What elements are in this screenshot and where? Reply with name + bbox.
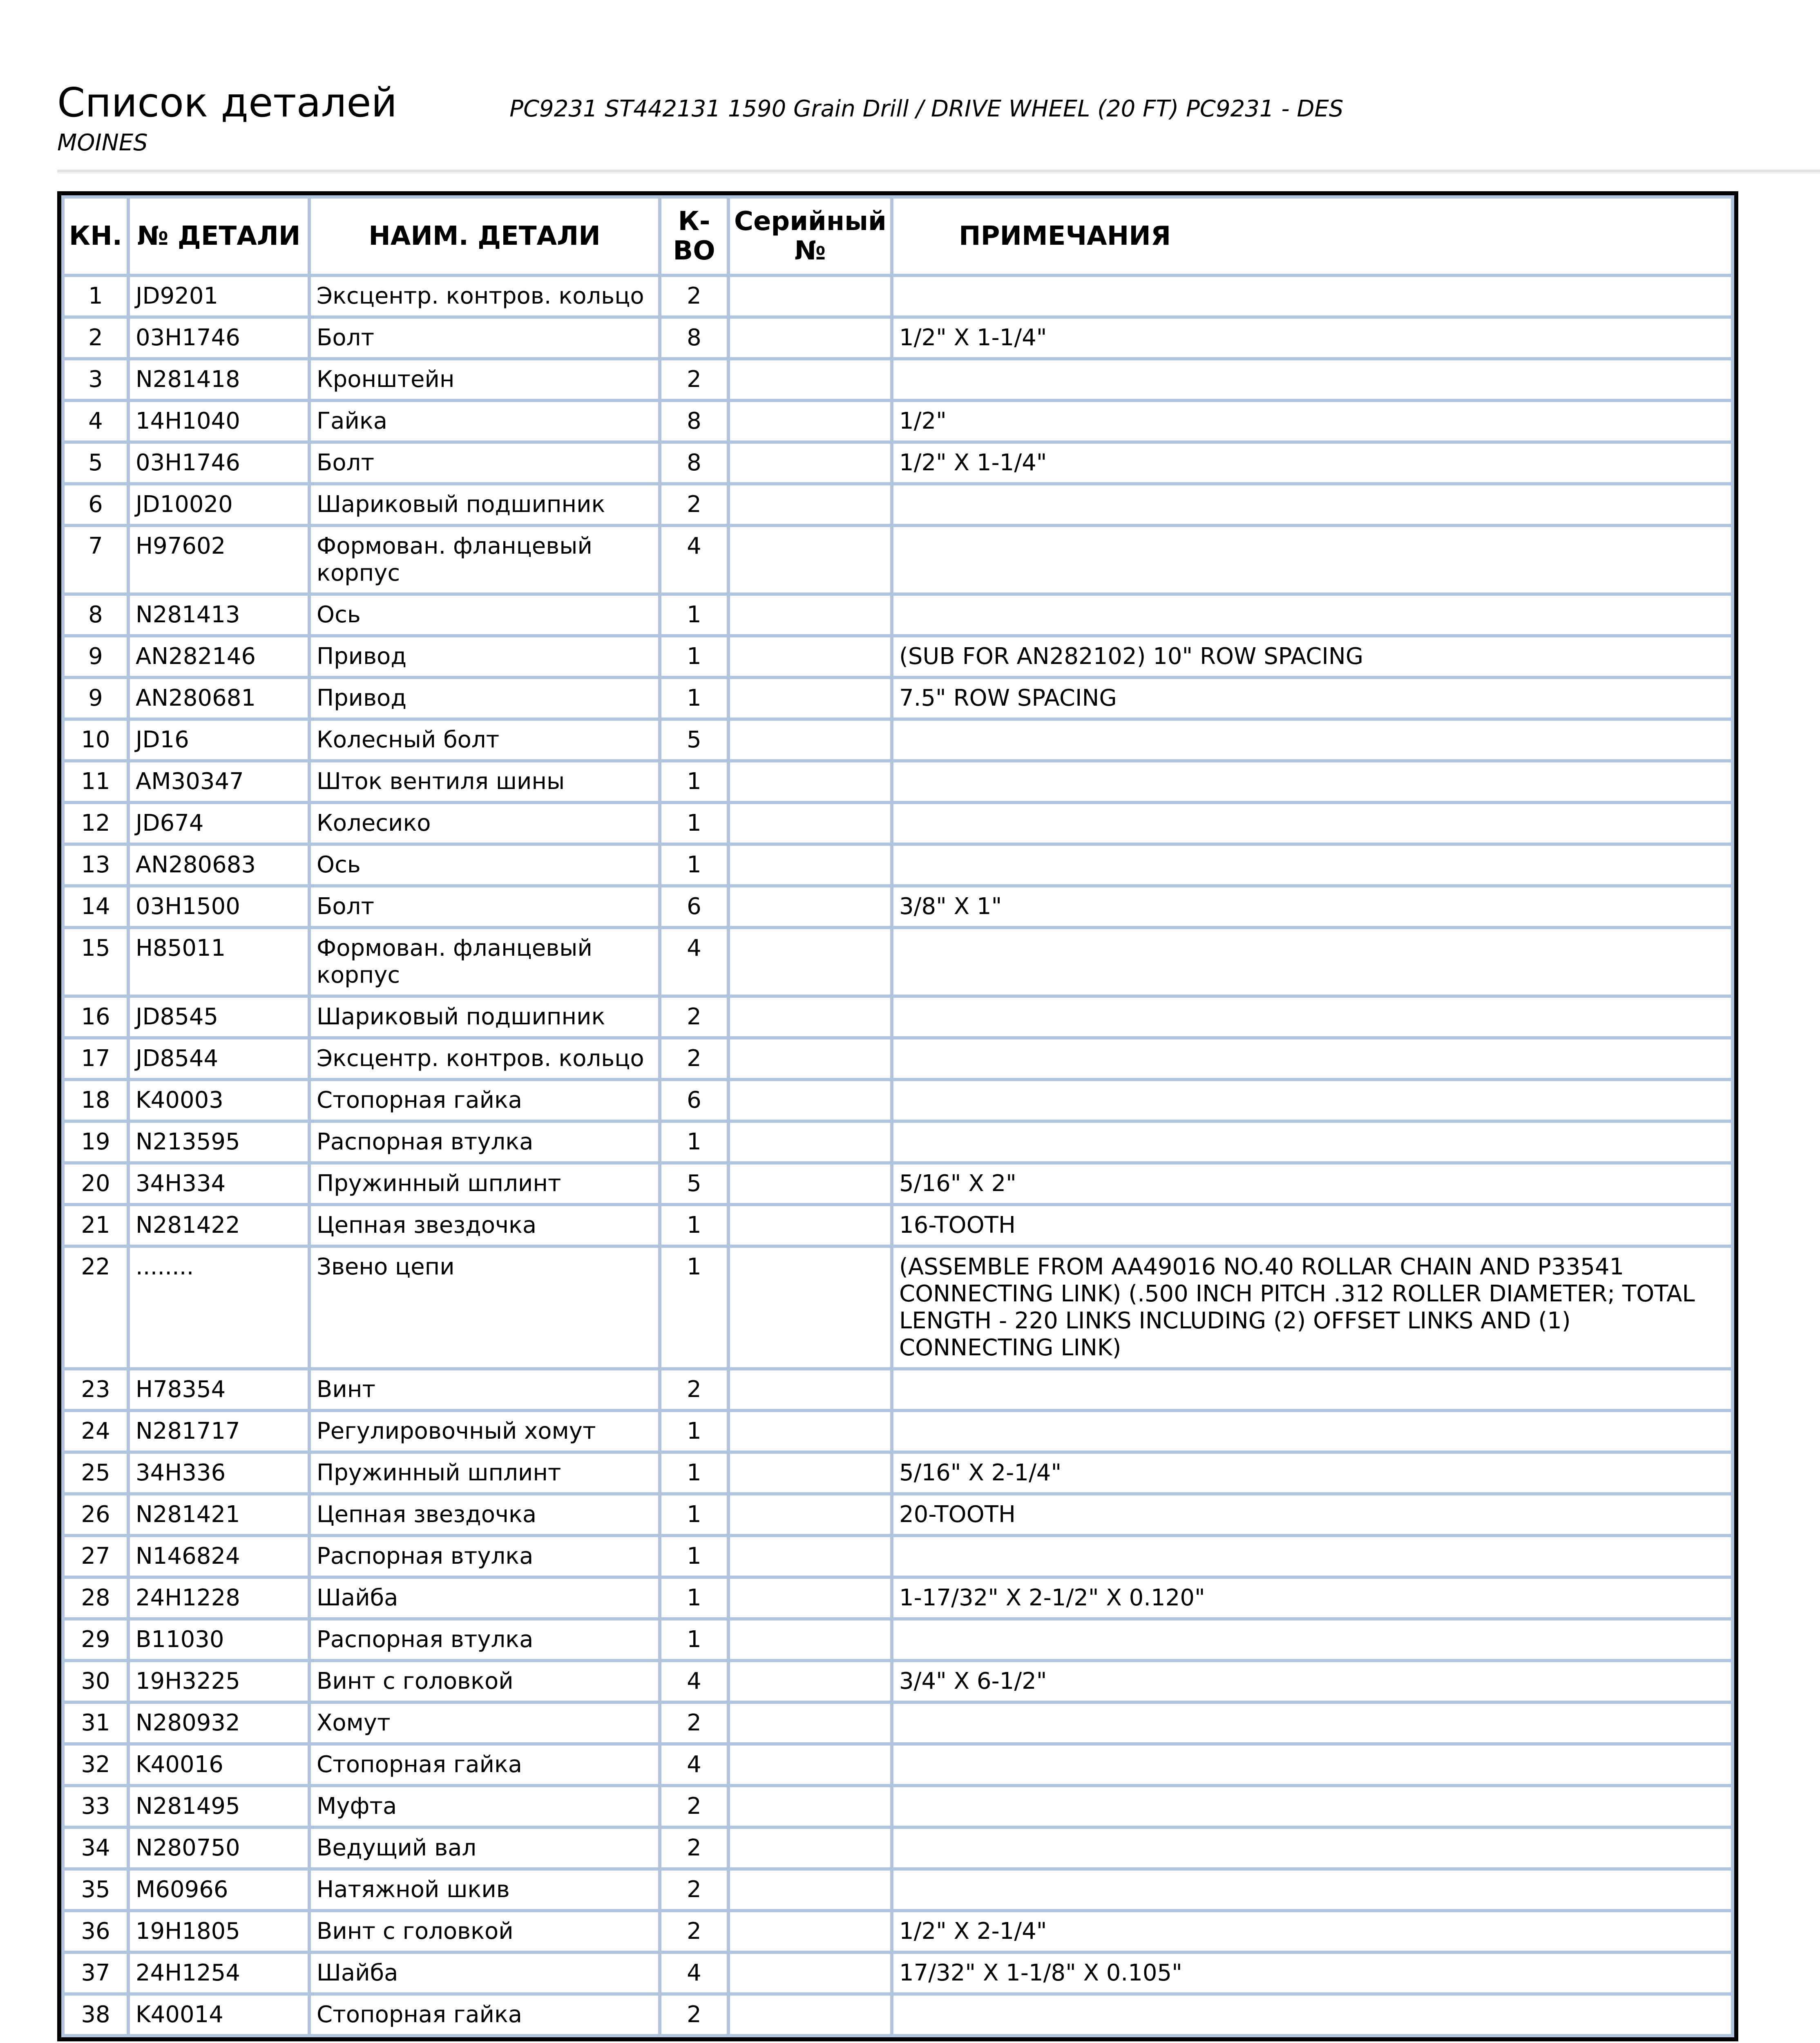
cell-ref: 30 [65,1662,127,1701]
cell-qty: 2 [661,1912,727,1951]
cell-part-no: N280750 [130,1829,308,1867]
cell-ref: 28 [65,1579,127,1617]
cell-serial [730,1621,890,1659]
cell-part-no: 14H1040 [130,402,308,440]
cell-part-no: AM30347 [130,762,308,801]
table-row [65,929,1731,995]
cell-part-name: Шайба [311,1954,658,1992]
cell-serial [730,1206,890,1245]
cell-qty: 6 [661,887,727,926]
cell-part-name: Привод [311,637,658,676]
cell-notes: 16-TOOTH [893,1206,1731,1245]
cell-part-no: 03H1746 [130,444,308,482]
header-divider [57,170,1820,174]
cell-notes [893,1081,1731,1120]
cell-part-no: 19H3225 [130,1662,308,1701]
table-body [65,277,1731,2034]
cell-notes: (ASSEMBLE FROM AA49016 NO.40 ROLLAR CHAIN AND P33541 CONNECTING LINK) (.500 INCH PITCH .312 ROLLER DIAMETER; TOTAL LENGTH - 220 LINKS INCLUDING (2) OFFSET LINKS AND (1) CONNECTING LINK) [893,1248,1731,1367]
cell-notes [893,721,1731,759]
cell-serial [730,1123,890,1161]
cell-qty: 1 [661,1248,727,1367]
table-row [65,485,1731,524]
table-row [65,1621,1731,1659]
column-header-name: НАИМ. ДЕТАЛИ [311,199,658,274]
cell-qty: 1 [661,762,727,801]
cell-ref: 36 [65,1912,127,1951]
cell-part-no: N280932 [130,1704,308,1742]
cell-ref: 5 [65,444,127,482]
cell-ref: 15 [65,929,127,995]
cell-qty: 1 [661,679,727,718]
cell-part-name: Цепная звездочка [311,1206,658,1245]
cell-qty: 1 [661,1537,727,1576]
cell-ref: 25 [65,1454,127,1492]
cell-ref: 17 [65,1039,127,1078]
cell-serial [730,596,890,634]
cell-serial [730,1787,890,1826]
cell-serial [730,1412,890,1451]
cell-qty: 1 [661,1123,727,1161]
cell-ref: 8 [65,596,127,634]
cell-part-no: 24H1228 [130,1579,308,1617]
cell-part-name: Привод [311,679,658,718]
cell-qty: 2 [661,1871,727,1909]
cell-ref: 13 [65,846,127,884]
cell-serial [730,1829,890,1867]
table-row [65,998,1731,1036]
cell-qty: 1 [661,1579,727,1617]
table-row [65,1912,1731,1951]
cell-notes [893,1746,1731,1784]
cell-part-no: H78354 [130,1370,308,1409]
cell-qty: 4 [661,1954,727,1992]
cell-notes: 1/2" X 1-1/4" [893,444,1731,482]
cell-qty: 2 [661,1370,727,1409]
cell-serial [730,887,890,926]
cell-ref: 27 [65,1537,127,1576]
cell-part-no: ........ [130,1248,308,1367]
cell-ref: 23 [65,1370,127,1409]
cell-serial [730,929,890,995]
cell-part-no: K40016 [130,1746,308,1784]
cell-qty: 5 [661,721,727,759]
column-header-part-no: № ДЕТАЛИ [130,199,308,274]
cell-serial [730,485,890,524]
table-row [65,1495,1731,1534]
cell-serial [730,319,890,357]
cell-serial [730,527,890,592]
cell-notes [893,1704,1731,1742]
cell-part-name: Хомут [311,1704,658,1742]
cell-notes: 3/4" X 6-1/2" [893,1662,1731,1701]
cell-ref: 34 [65,1829,127,1867]
cell-notes [893,998,1731,1036]
cell-serial [730,360,890,399]
cell-notes [893,1123,1731,1161]
table-header-row [65,199,1731,274]
cell-part-no: 34H334 [130,1165,308,1203]
cell-qty: 4 [661,527,727,592]
page-subtitle-continuation: MOINES [57,130,148,156]
cell-notes: 5/16" X 2" [893,1165,1731,1203]
table-row [65,637,1731,676]
table-row [65,402,1731,440]
cell-ref: 35 [65,1871,127,1909]
cell-qty: 4 [661,1746,727,1784]
cell-qty: 8 [661,444,727,482]
cell-qty: 1 [661,804,727,843]
cell-ref: 21 [65,1206,127,1245]
cell-notes [893,1537,1731,1576]
table-row [65,1206,1731,1245]
table-row [65,1829,1731,1867]
table-row [65,1662,1731,1701]
cell-serial [730,1454,890,1492]
cell-qty: 4 [661,1662,727,1701]
cell-serial [730,1996,890,2034]
table-row [65,1996,1731,2034]
cell-part-no: M60966 [130,1871,308,1909]
cell-qty: 2 [661,1787,727,1826]
cell-notes [893,804,1731,843]
cell-notes: 1-17/32" X 2-1/2" X 0.120" [893,1579,1731,1617]
cell-ref: 10 [65,721,127,759]
cell-qty: 2 [661,1829,727,1867]
cell-notes [893,1871,1731,1909]
cell-ref: 16 [65,998,127,1036]
cell-part-no: AN280681 [130,679,308,718]
cell-part-name: Винт с головкой [311,1662,658,1701]
cell-notes: 3/8" X 1" [893,887,1731,926]
cell-qty: 6 [661,1081,727,1120]
cell-part-name: Винт с головкой [311,1912,658,1951]
cell-notes: 1/2" X 1-1/4" [893,319,1731,357]
cell-part-no: AN282146 [130,637,308,676]
cell-ref: 29 [65,1621,127,1659]
cell-part-no: H85011 [130,929,308,995]
cell-part-name: Гайка [311,402,658,440]
cell-part-name: Стопорная гайка [311,1996,658,2034]
cell-qty: 2 [661,1039,727,1078]
cell-qty: 1 [661,1495,727,1534]
table-row [65,887,1731,926]
table-row [65,1081,1731,1120]
cell-part-no: H97602 [130,527,308,592]
table-row [65,596,1731,634]
cell-notes [893,485,1731,524]
cell-part-name: Винт [311,1370,658,1409]
table-row [65,1123,1731,1161]
cell-qty: 2 [661,1704,727,1742]
cell-part-name: Формован. фланцевый корпус [311,929,658,995]
cell-ref: 18 [65,1081,127,1120]
cell-part-name: Стопорная гайка [311,1746,658,1784]
cell-ref: 12 [65,804,127,843]
table-row [65,444,1731,482]
cell-qty: 1 [661,1412,727,1451]
cell-serial [730,679,890,718]
table-row [65,804,1731,843]
cell-notes [893,277,1731,315]
cell-notes: 1/2" X 2-1/4" [893,1912,1731,1951]
parts-table-container [57,191,1738,2041]
cell-serial [730,1537,890,1576]
cell-ref: 24 [65,1412,127,1451]
cell-ref: 1 [65,277,127,315]
cell-part-name: Шайба [311,1579,658,1617]
cell-part-no: JD16 [130,721,308,759]
table-row [65,721,1731,759]
cell-part-no: N146824 [130,1537,308,1576]
cell-serial [730,762,890,801]
table-row [65,277,1731,315]
table-row [65,1787,1731,1826]
cell-notes [893,762,1731,801]
column-header-notes: ПРИМЕЧАНИЯ [893,199,1731,274]
cell-ref: 11 [65,762,127,801]
cell-part-name: Шток вентиля шины [311,762,658,801]
cell-part-name: Болт [311,444,658,482]
cell-part-no: N281413 [130,596,308,634]
cell-part-no: K40014 [130,1996,308,2034]
cell-part-no: N281418 [130,360,308,399]
cell-part-name: Звено цепи [311,1248,658,1367]
page-subtitle: PC9231 ST442131 1590 Grain Drill / DRIVE WHEEL (20 FT) PC9231 - DES [509,96,1344,122]
cell-ref: 22 [65,1248,127,1367]
cell-ref: 26 [65,1495,127,1534]
cell-qty: 1 [661,846,727,884]
cell-notes: 1/2" [893,402,1731,440]
cell-serial [730,1662,890,1701]
table-row [65,1704,1731,1742]
cell-part-no: AN280683 [130,846,308,884]
cell-qty: 2 [661,485,727,524]
cell-part-name: Регулировочный хомут [311,1412,658,1451]
cell-notes [893,1412,1731,1451]
cell-part-name: Кронштейн [311,360,658,399]
cell-serial [730,1081,890,1120]
table-row [65,1248,1731,1367]
cell-ref: 3 [65,360,127,399]
column-header-serial: Серийный № [730,199,890,274]
cell-qty: 1 [661,1621,727,1659]
cell-qty: 1 [661,1454,727,1492]
cell-part-no: JD8544 [130,1039,308,1078]
cell-serial [730,637,890,676]
cell-part-no: JD674 [130,804,308,843]
table-row [65,1412,1731,1451]
cell-notes: (SUB FOR AN282102) 10" ROW SPACING [893,637,1731,676]
table-row [65,1165,1731,1203]
column-header-qty: К-ВО [661,199,727,274]
page-title: Список деталей [57,80,397,126]
cell-part-name: Ось [311,596,658,634]
cell-notes: 20-TOOTH [893,1495,1731,1534]
cell-part-name: Колесный болт [311,721,658,759]
table-row [65,360,1731,399]
cell-part-name: Пружинный шплинт [311,1165,658,1203]
cell-part-no: JD10020 [130,485,308,524]
cell-part-no: JD8545 [130,998,308,1036]
cell-ref: 6 [65,485,127,524]
table-row [65,1746,1731,1784]
table-row [65,1954,1731,1992]
cell-serial [730,1248,890,1367]
cell-part-name: Эксцентр. контров. кольцо [311,1039,658,1078]
table-row [65,1370,1731,1409]
cell-part-name: Эксцентр. контров. кольцо [311,277,658,315]
cell-part-name: Шариковый подшипник [311,485,658,524]
cell-serial [730,998,890,1036]
parts-table [61,195,1734,2037]
cell-notes [893,1370,1731,1409]
cell-part-name: Цепная звездочка [311,1495,658,1534]
cell-qty: 8 [661,402,727,440]
cell-notes [893,1039,1731,1078]
cell-serial [730,402,890,440]
cell-serial [730,1871,890,1909]
table-row [65,1579,1731,1617]
cell-qty: 1 [661,1206,727,1245]
cell-serial [730,1495,890,1534]
cell-part-name: Ведущий вал [311,1829,658,1867]
cell-serial [730,444,890,482]
cell-qty: 2 [661,1996,727,2034]
cell-ref: 4 [65,402,127,440]
cell-ref: 32 [65,1746,127,1784]
cell-qty: 5 [661,1165,727,1203]
cell-ref: 9 [65,637,127,676]
cell-part-no: 03H1500 [130,887,308,926]
cell-ref: 14 [65,887,127,926]
cell-ref: 7 [65,527,127,592]
cell-notes [893,1621,1731,1659]
cell-ref: 9 [65,679,127,718]
cell-qty: 2 [661,277,727,315]
cell-serial [730,1704,890,1742]
cell-ref: 20 [65,1165,127,1203]
cell-part-no: N281421 [130,1495,308,1534]
cell-qty: 1 [661,637,727,676]
table-row [65,846,1731,884]
cell-part-no: JD9201 [130,277,308,315]
cell-serial [730,846,890,884]
cell-part-name: Распорная втулка [311,1621,658,1659]
cell-qty: 1 [661,596,727,634]
cell-serial [730,1579,890,1617]
cell-notes: 17/32" X 1-1/8" X 0.105" [893,1954,1731,1992]
cell-notes [893,846,1731,884]
cell-qty: 4 [661,929,727,995]
cell-qty: 2 [661,998,727,1036]
cell-part-no: 19H1805 [130,1912,308,1951]
cell-serial [730,721,890,759]
table-row [65,1039,1731,1078]
cell-part-no: N213595 [130,1123,308,1161]
cell-ref: 2 [65,319,127,357]
table-row [65,1537,1731,1576]
cell-part-name: Болт [311,319,658,357]
cell-serial [730,1165,890,1203]
cell-notes [893,1787,1731,1826]
cell-part-name: Распорная втулка [311,1537,658,1576]
cell-notes [893,527,1731,592]
cell-part-name: Ось [311,846,658,884]
table-row [65,679,1731,718]
cell-part-name: Стопорная гайка [311,1081,658,1120]
cell-notes: 7.5" ROW SPACING [893,679,1731,718]
cell-qty: 2 [661,360,727,399]
cell-ref: 37 [65,1954,127,1992]
cell-serial [730,1912,890,1951]
cell-part-no: N281495 [130,1787,308,1826]
cell-serial [730,1954,890,1992]
cell-notes [893,1996,1731,2034]
column-header-ref: КН. [65,199,127,274]
cell-notes: 5/16" X 2-1/4" [893,1454,1731,1492]
cell-serial [730,1039,890,1078]
table-row [65,319,1731,357]
table-row [65,527,1731,592]
cell-part-no: 34H336 [130,1454,308,1492]
cell-ref: 31 [65,1704,127,1742]
cell-serial [730,804,890,843]
cell-part-name: Муфта [311,1787,658,1826]
title-line [57,80,1773,126]
cell-part-name: Натяжной шкив [311,1871,658,1909]
cell-part-name: Распорная втулка [311,1123,658,1161]
cell-part-no: 24H1254 [130,1954,308,1992]
cell-part-no: N281717 [130,1412,308,1451]
cell-part-no: B11030 [130,1621,308,1659]
cell-part-name: Колесико [311,804,658,843]
cell-notes [893,596,1731,634]
cell-part-no: 03H1746 [130,319,308,357]
table-row [65,762,1731,801]
cell-notes [893,929,1731,995]
cell-ref: 38 [65,1996,127,2034]
cell-part-name: Пружинный шплинт [311,1454,658,1492]
table-row [65,1454,1731,1492]
cell-part-name: Формован. фланцевый корпус [311,527,658,592]
cell-part-no: K40003 [130,1081,308,1120]
cell-notes [893,1829,1731,1867]
table-row [65,1871,1731,1909]
page-header [57,80,1773,156]
cell-ref: 33 [65,1787,127,1826]
cell-part-name: Болт [311,887,658,926]
cell-serial [730,1370,890,1409]
cell-ref: 19 [65,1123,127,1161]
cell-part-no: N281422 [130,1206,308,1245]
cell-serial [730,277,890,315]
cell-qty: 8 [661,319,727,357]
cell-serial [730,1746,890,1784]
cell-part-name: Шариковый подшипник [311,998,658,1036]
cell-notes [893,360,1731,399]
